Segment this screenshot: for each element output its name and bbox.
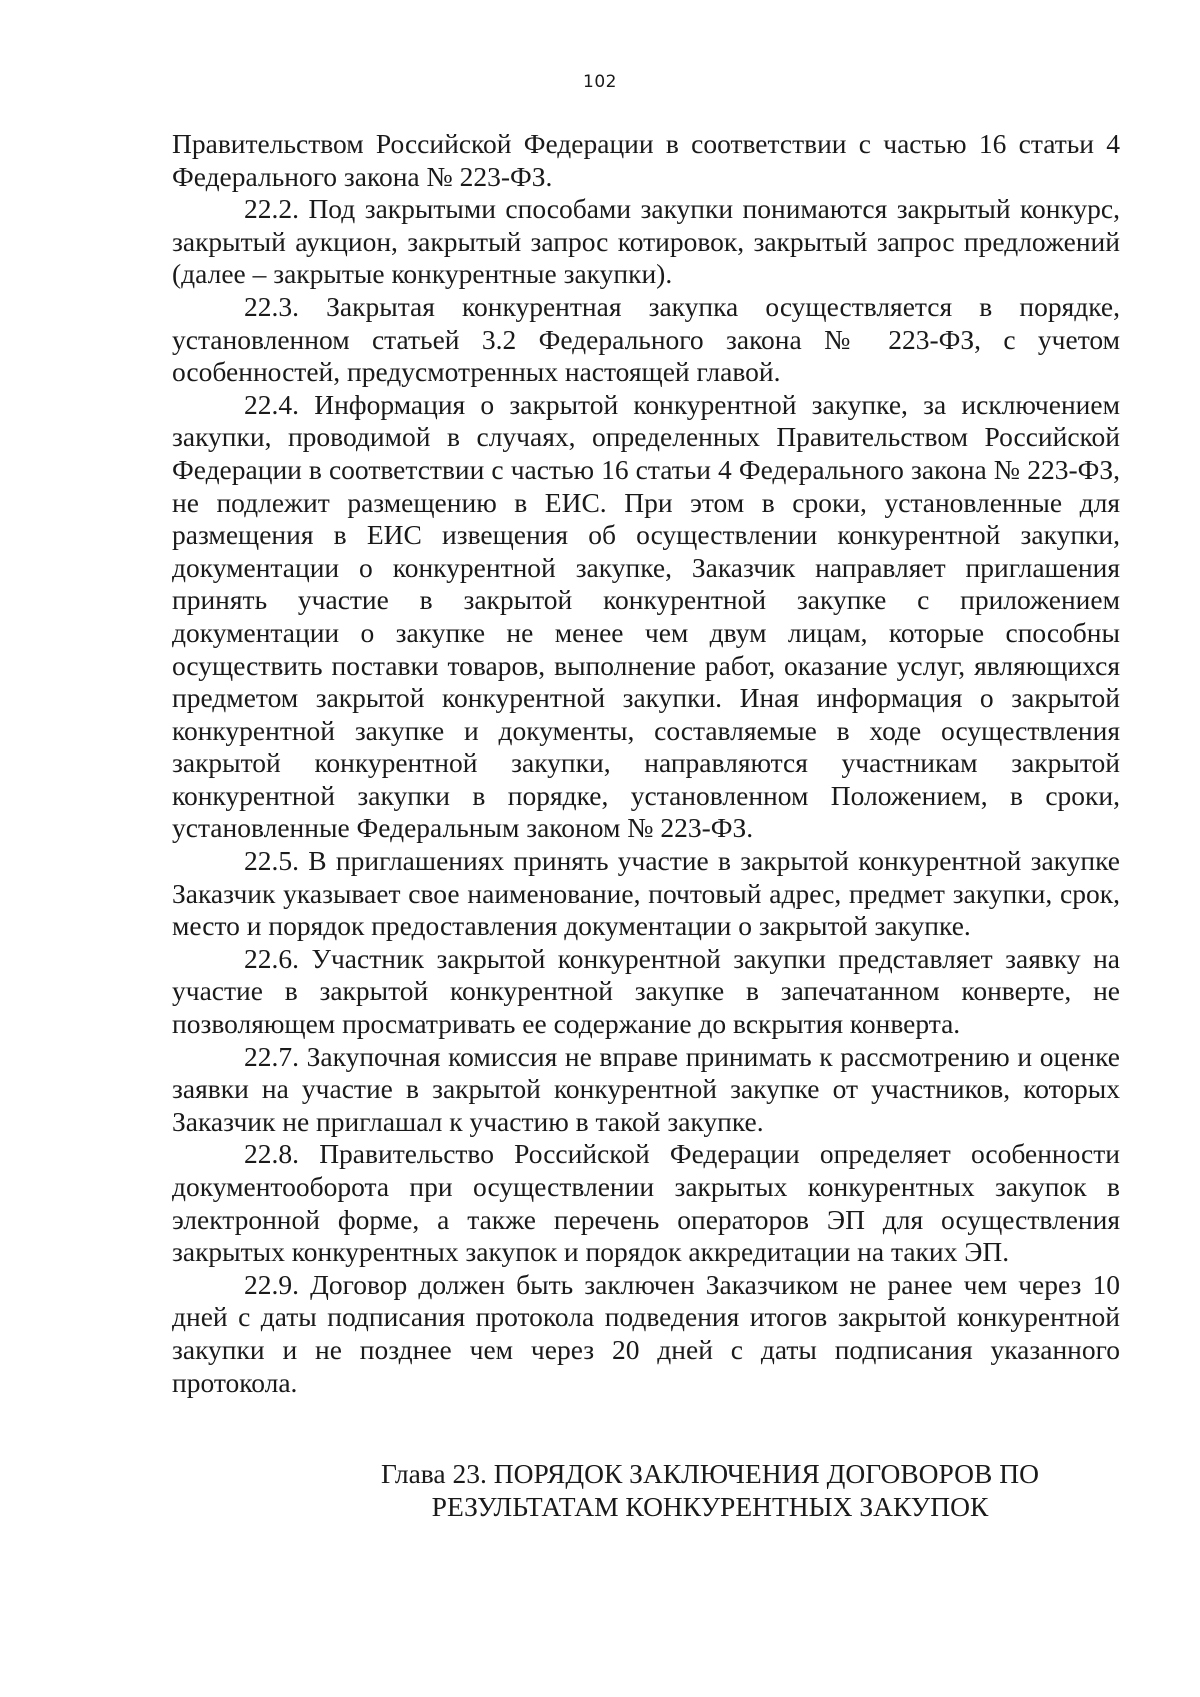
chapter-heading-line-1: Глава 23. ПОРЯДОК ЗАКЛЮЧЕНИЯ ДОГОВОРОВ ПО xyxy=(381,1458,1039,1489)
paragraph-22-3: 22.3. Закрытая конкурентная закупка осуществляется в порядке, установленном статьей 3.2 Федерального закона № 223-ФЗ, с учетом особенностей, предусмотренных настоящей главой. xyxy=(172,290,1120,388)
paragraph-22-5: 22.5. В приглашениях принять участие в закрытой конкурентной закупке Заказчик указывает свое наименование, почтовый адрес, предмет закупки, срок, место и порядок предоставления документации о закрытой закупке. xyxy=(172,845,1120,942)
paragraph-22-9: 22.9. Договор должен быть заключен Заказчиком не ранее чем через 10 дней с даты подписания протокола подведения итогов закрытой конкурентной закупки и не позднее чем через 20 дней с даты подписания указанного протокола. xyxy=(172,1268,1120,1398)
paragraph-22-8: 22.8. Правительство Российской Федерации определяет особенности документооборота при осуществлении закрытых конкурентных закупок в электронной форме, а также перечень операторов ЭП для осуществления закрытых конкурентных закупок и порядок аккредитации на таких ЭП. xyxy=(172,1138,1120,1268)
paragraph-22-4: 22.4. Информация о закрытой конкурентной закупке, за исключением закупки, проводимой в случаях, определенных Правительством Российской Федерации в соответствии с частью 16 статьи 4 Федерального закона № 223-ФЗ, не подлежит размещению в ЕИС. При этом в сроки, установленные для размещения в ЕИС извещения об осуществлении конкурентной закупки, документации о конкурентной закупке, Заказчик направляет приглашения принять участие в закрытой конкурентной закупке с приложением документации о закупке не менее чем двум лицам, которые способны осуществить поставки товаров, выполнение работ, оказание услуг, являющихся предметом закрытой конкурентной закупки. Иная информация о закрытой конкурентной закупке и документы, составляемые в ходе осуществления закрытой конкурентной закупки, направляются участникам закрытой конкурентной закупки в порядке, установленном Положением, в сроки, установленные Федеральным законом № 223-ФЗ. xyxy=(172,388,1120,844)
paragraph-22-7: 22.7. Закупочная комиссия не вправе принимать к рассмотрению и оценке заявки на участие в закрытой конкурентной закупке от участников, которых Заказчик не приглашал к участию в такой закупке. xyxy=(172,1040,1120,1137)
paragraph-22-2: 22.2. Под закрытыми способами закупки понимаются закрытый конкурс, закрытый аукцион, закрытый запрос котировок, закрытый запрос предложений (далее – закрытые конкурентные закупки). xyxy=(172,193,1120,290)
paragraph-continuation: Правительством Российской Федерации в соответствии с частью 16 статьи 4 Федерального закона № 223-ФЗ. xyxy=(172,128,1120,192)
document-body xyxy=(172,128,1120,1399)
paragraph-22-6: 22.6. Участник закрытой конкурентной закупки представляет заявку на участие в закрытой конкурентной закупке в запечатанном конверте, не позволяющем просматривать ее содержание до вскрытия конверта. xyxy=(172,942,1120,1040)
chapter-heading xyxy=(300,1458,1120,1523)
page-number: 102 xyxy=(583,72,617,92)
chapter-heading-line-2: РЕЗУЛЬТАТАМ КОНКУРЕНТНЫХ ЗАКУПОК xyxy=(431,1490,989,1522)
